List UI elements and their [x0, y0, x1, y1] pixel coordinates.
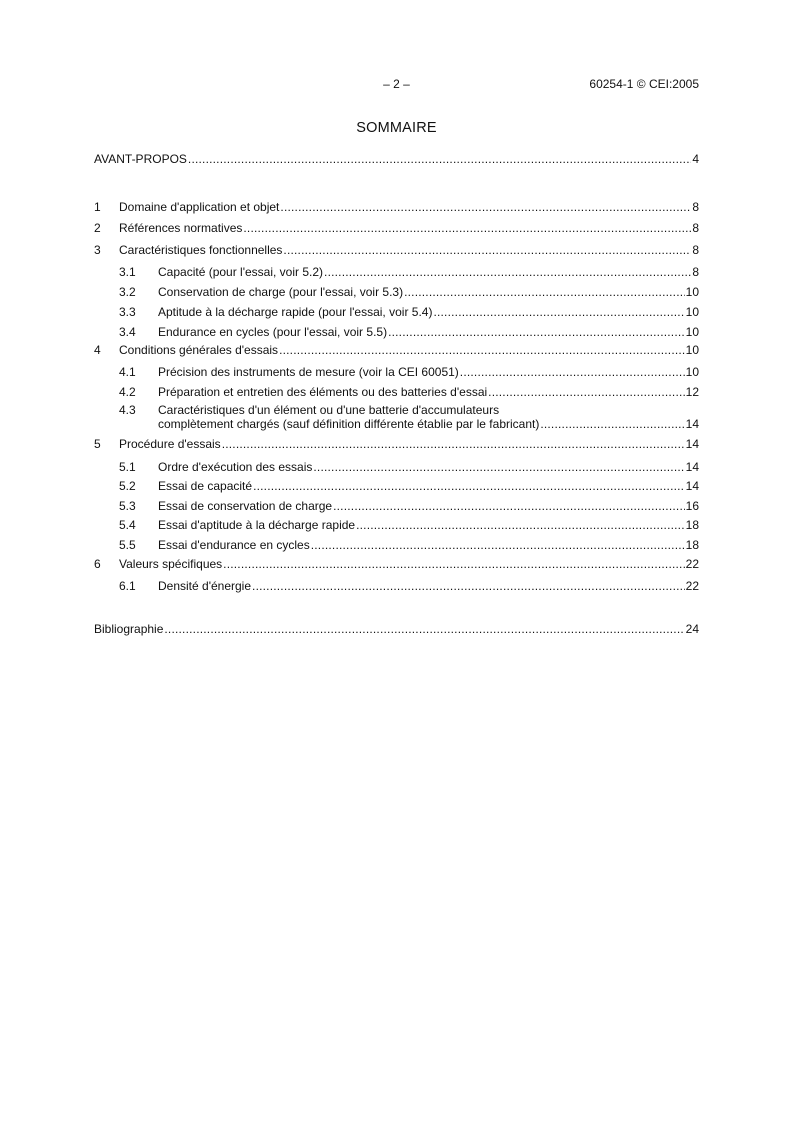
- toc-leader-dots: [188, 152, 691, 166]
- toc-entry-text: Valeurs spécifiques: [119, 557, 223, 571]
- toc-leader-dots: [243, 221, 691, 235]
- toc-entry-number: 5: [94, 437, 101, 451]
- toc-leader-dots: [253, 479, 685, 493]
- toc-leader-dots: [433, 305, 684, 319]
- toc-entry-avant-propos[interactable]: [94, 152, 699, 168]
- toc-entry-number: 4: [94, 343, 101, 357]
- toc-entry-number: 2: [94, 221, 101, 235]
- toc-entry-page: 8: [692, 265, 699, 279]
- toc-entry-text: Références normatives: [119, 221, 243, 235]
- toc-entry-4-3[interactable]: [94, 403, 699, 433]
- toc-entry-5[interactable]: [94, 437, 699, 453]
- toc-entry-text: Conditions générales d'essais: [119, 343, 279, 357]
- toc-entry-number: 3.3: [119, 305, 136, 319]
- toc-leader-dots: [283, 243, 691, 257]
- toc-leader-dots: [404, 285, 685, 299]
- toc-leader-dots: [279, 343, 685, 357]
- toc-leader-dots: [356, 518, 685, 532]
- toc-entry-page: 16: [685, 499, 699, 513]
- toc-leader-dots: [324, 265, 691, 279]
- toc-entry-text: Essai d'aptitude à la décharge rapide: [158, 518, 356, 532]
- toc-leader-dots: [223, 557, 684, 571]
- toc-entry-number: 5.4: [119, 518, 136, 532]
- toc-entry-page: 10: [685, 325, 699, 339]
- toc-entry-text-line1: Caractéristiques d'un élément ou d'une batterie d'accumulateurs: [158, 403, 500, 417]
- toc-entry-1[interactable]: [94, 200, 699, 216]
- toc-title: SOMMAIRE: [356, 120, 437, 136]
- toc-entry-page: 10: [685, 365, 699, 379]
- toc-entry-text: Capacité (pour l'essai, voir 5.2): [158, 265, 324, 279]
- toc-entry-number: 3.2: [119, 285, 136, 299]
- toc-entry-text: Essai de conservation de charge: [158, 499, 333, 513]
- toc-entry-5-5[interactable]: [94, 538, 699, 554]
- toc-entry-text: Préparation et entretien des éléments ou des batteries d'essai: [158, 385, 488, 399]
- toc-leader-dots: [280, 200, 691, 214]
- toc-entry-number: 5.5: [119, 538, 136, 552]
- toc-entry-3-3[interactable]: [94, 305, 699, 321]
- toc-entry-page: 8: [692, 243, 699, 257]
- toc-entry-page: 10: [685, 285, 699, 299]
- toc-entry-page: 8: [692, 221, 699, 235]
- toc-entry-text: Domaine d'application et objet: [119, 200, 280, 214]
- document-reference: 60254-1 © CEI:2005: [589, 77, 699, 91]
- toc-entry-5-2[interactable]: [94, 479, 699, 495]
- toc-entry-text: Précision des instruments de mesure (voir la CEI 60051): [158, 365, 459, 379]
- toc-entry-text: Endurance en cycles (pour l'essai, voir 5.5): [158, 325, 388, 339]
- toc-entry-text: Ordre d'exécution des essais: [158, 460, 313, 474]
- toc-leader-dots: [164, 622, 684, 636]
- toc-leader-dots: [313, 460, 684, 474]
- toc-entry-3-4[interactable]: [94, 325, 699, 341]
- toc-entry-bibliographie[interactable]: [94, 622, 699, 638]
- toc-entry-text: Procédure d'essais: [119, 437, 221, 451]
- page-number: – 2 –: [383, 77, 410, 91]
- toc-entry-3-1[interactable]: [94, 265, 699, 281]
- toc-leader-dots: [252, 579, 685, 593]
- toc-entry-page: 22: [685, 557, 699, 571]
- toc-entry-text: Conservation de charge (pour l'essai, voir 5.3): [158, 285, 404, 299]
- toc-entry-text: Caractéristiques fonctionnelles: [119, 243, 283, 257]
- toc-entry-number: 3.4: [119, 325, 136, 339]
- toc-entry-4[interactable]: [94, 343, 699, 359]
- toc-leader-dots: [333, 499, 685, 513]
- toc-leader-dots: [222, 437, 685, 451]
- toc-leader-dots: [488, 385, 684, 399]
- toc-entry-page: 8: [692, 200, 699, 214]
- toc-entry-text: Bibliographie: [94, 622, 164, 636]
- toc-entry-text: Essai d'endurance en cycles: [158, 538, 310, 552]
- toc-leader-dots: [540, 417, 684, 431]
- toc-entry-number: 5.2: [119, 479, 136, 493]
- toc-entry-number: 1: [94, 200, 101, 214]
- toc-entry-page: 22: [685, 579, 699, 593]
- toc-entry-3-2[interactable]: [94, 285, 699, 301]
- toc-entry-6[interactable]: [94, 557, 699, 573]
- toc-entry-text: Aptitude à la décharge rapide (pour l'essai, voir 5.4): [158, 305, 433, 319]
- toc-entry-number: 3.1: [119, 265, 136, 279]
- toc-leader-dots: [388, 325, 685, 339]
- toc-entry-number: 3: [94, 243, 101, 257]
- toc-entry-2[interactable]: [94, 221, 699, 237]
- toc-entry-5-4[interactable]: [94, 518, 699, 534]
- toc-entry-5-3[interactable]: [94, 499, 699, 515]
- page-header: [94, 77, 699, 93]
- toc-entry-number: 4.2: [119, 385, 136, 399]
- toc-entry-page: 18: [685, 538, 699, 552]
- toc-entry-number: 4.1: [119, 365, 136, 379]
- toc-entry-4-1[interactable]: [94, 365, 699, 381]
- toc-entry-number: 5.3: [119, 499, 136, 513]
- toc-entry-page: 14: [685, 460, 699, 474]
- toc-entry-page: 14: [685, 417, 699, 431]
- toc-entry-text: complètement chargés (sauf définition différente établie par le fabricant): [158, 417, 540, 431]
- toc-entry-page: 14: [685, 437, 699, 451]
- toc-entry-number: 6.1: [119, 579, 136, 593]
- toc-entry-page: 24: [685, 622, 699, 636]
- toc-entry-page: 4: [692, 152, 699, 166]
- toc-entry-text: Densité d'énergie: [158, 579, 252, 593]
- toc-entry-page: 10: [685, 305, 699, 319]
- toc-entry-3[interactable]: [94, 243, 699, 259]
- toc-entry-page: 12: [685, 385, 699, 399]
- toc-entry-page: 18: [685, 518, 699, 532]
- toc-entry-text: Essai de capacité: [158, 479, 253, 493]
- toc-leader-dots: [460, 365, 685, 379]
- toc-entry-number: 5.1: [119, 460, 136, 474]
- toc-entry-5-1[interactable]: [94, 460, 699, 476]
- toc-entry-number: 4.3: [119, 403, 136, 417]
- toc-entry-number: 6: [94, 557, 101, 571]
- toc-entry-text: AVANT-PROPOS: [94, 152, 187, 166]
- toc-entry-page: 10: [685, 343, 699, 357]
- toc-entry-4-2[interactable]: [94, 385, 699, 401]
- toc-entry-6-1[interactable]: [94, 579, 699, 595]
- toc-leader-dots: [311, 538, 685, 552]
- toc-entry-page: 14: [685, 479, 699, 493]
